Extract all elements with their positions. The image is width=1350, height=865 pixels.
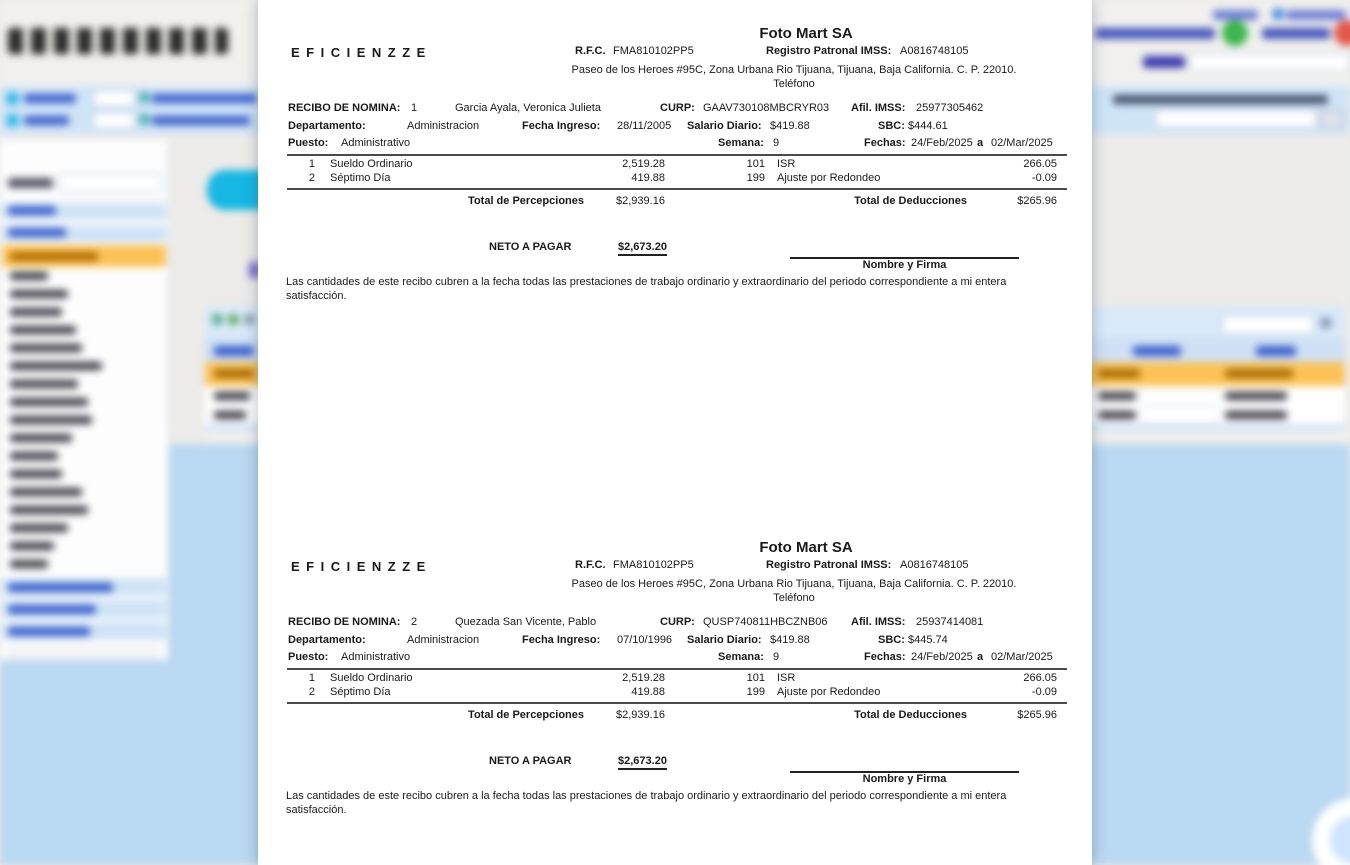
recibo-label: RECIBO DE NOMINA: bbox=[288, 102, 401, 114]
user-link[interactable] bbox=[1095, 28, 1215, 39]
sidebar-item[interactable] bbox=[10, 290, 68, 298]
deduccion-importe: -0.09 bbox=[1031, 686, 1057, 698]
company-address: Paseo de los Heroes #95C, Zona Urbana Rio Tijuana, Tijuana, Baja California. C. P. 22010. bbox=[571, 578, 1017, 590]
deduccion-codigo: 101 bbox=[746, 158, 765, 170]
sbc-label: SBC: bbox=[878, 120, 905, 132]
total-percepciones-value: $2,939.16 bbox=[616, 709, 665, 721]
deduccion-concepto: Ajuste por Redondeo bbox=[777, 172, 881, 184]
table-cell bbox=[214, 411, 246, 419]
sidebar-item[interactable] bbox=[10, 380, 78, 388]
sidebar-item[interactable] bbox=[10, 506, 88, 514]
recibo-label: RECIBO DE NOMINA: bbox=[288, 616, 401, 628]
semana-value: 9 bbox=[773, 137, 780, 149]
total-deducciones-value: $265.96 bbox=[1017, 709, 1057, 721]
sidebar-item[interactable] bbox=[10, 488, 82, 496]
table-cell bbox=[1225, 392, 1287, 400]
search-icon bbox=[1320, 317, 1332, 329]
fecha-ingreso-value: 28/11/2005 bbox=[617, 120, 672, 132]
fechas-label: Fechas: bbox=[864, 651, 906, 663]
sidebar-section-label bbox=[8, 583, 113, 592]
semana-label: Semana: bbox=[718, 651, 764, 663]
percepcion-importe: 419.88 bbox=[631, 686, 665, 698]
filter-link[interactable] bbox=[152, 94, 257, 103]
deduccion-codigo: 101 bbox=[746, 672, 765, 684]
semana-label: Semana: bbox=[718, 137, 764, 149]
afil-imss-value: 25937414081 bbox=[916, 616, 984, 628]
sidebar-item[interactable] bbox=[10, 308, 62, 316]
deduccion-codigo: 199 bbox=[746, 172, 765, 184]
excel-icon[interactable] bbox=[212, 314, 223, 325]
table-cell bbox=[1098, 392, 1136, 400]
deduccion-importe: -0.09 bbox=[1031, 172, 1057, 184]
radio-icon[interactable] bbox=[6, 92, 19, 105]
total-deducciones-label: Total de Deducciones bbox=[854, 709, 967, 721]
panel-go-button[interactable] bbox=[1320, 110, 1344, 128]
nombre-firma-label: Nombre y Firma bbox=[862, 773, 947, 785]
salario-diario-value: $419.88 bbox=[770, 634, 810, 646]
sidebar-item[interactable] bbox=[10, 398, 88, 406]
table-cell bbox=[1225, 411, 1287, 419]
total-percepciones-label: Total de Percepciones bbox=[468, 195, 584, 207]
sidebar-item[interactable] bbox=[10, 416, 92, 424]
sidebar-item[interactable] bbox=[10, 542, 54, 550]
percepcion-concepto: Sueldo Ordinario bbox=[330, 672, 413, 684]
sidebar-item[interactable] bbox=[10, 470, 62, 478]
registro-patronal-value: A0816748105 bbox=[900, 45, 969, 57]
divider bbox=[287, 702, 1067, 704]
registro-patronal-value: A0816748105 bbox=[900, 559, 969, 571]
fecha-fin: 02/Mar/2025 bbox=[991, 651, 1053, 663]
fechas-separator: a bbox=[977, 137, 984, 149]
nomina-receipt bbox=[258, 24, 1092, 354]
registro-patronal-label: Registro Patronal IMSS: bbox=[766, 45, 892, 57]
panel-input[interactable] bbox=[1155, 110, 1317, 128]
mesa-label bbox=[1143, 56, 1185, 68]
curp-label: CURP: bbox=[660, 102, 695, 114]
departamento-value: Administracion bbox=[407, 634, 480, 646]
sidebar-section-label bbox=[8, 605, 96, 614]
sbc-label: SBC: bbox=[878, 634, 905, 646]
empleado-nombre: Garcia Ayala, Veronica Julieta bbox=[455, 102, 601, 114]
rfc-value: FMA810102PP5 bbox=[613, 45, 694, 57]
deduccion-concepto: Ajuste por Redondeo bbox=[777, 686, 881, 698]
top-link[interactable] bbox=[1213, 10, 1258, 20]
afil-imss-label: Afil. IMSS: bbox=[851, 616, 906, 628]
table-cell bbox=[1098, 411, 1136, 419]
sidebar-item-label bbox=[10, 252, 98, 261]
neto-value: $2,673.20 bbox=[618, 755, 667, 770]
fecha-ingreso-value: 07/10/1996 bbox=[617, 634, 673, 646]
neto-label: NETO A PAGAR bbox=[489, 755, 572, 767]
puesto-value: Administrativo bbox=[341, 651, 411, 663]
neto-label: NETO A PAGAR bbox=[489, 241, 572, 253]
table-cell bbox=[1098, 369, 1140, 378]
refresh-icon[interactable] bbox=[228, 314, 239, 325]
table-cell-input[interactable] bbox=[1140, 388, 1218, 405]
rfc-label: R.F.C. bbox=[575, 45, 606, 57]
fechas-separator: a bbox=[977, 651, 984, 663]
disclaimer-text: Las cantidades de este recibo cubren a la fecha todas las prestaciones de trabajo ordinario y extraordinario del periodo correspondiente a mi entera satisfacción. bbox=[286, 790, 1007, 816]
nombre-firma-label: Nombre y Firma bbox=[862, 259, 947, 271]
print-icon[interactable] bbox=[244, 314, 255, 325]
calendar-icon[interactable] bbox=[139, 114, 150, 125]
payroll-report-document[interactable] bbox=[258, 0, 1092, 865]
percepcion-codigo: 2 bbox=[308, 686, 315, 698]
total-deducciones-label: Total de Deducciones bbox=[854, 195, 967, 207]
curp-label: CURP: bbox=[660, 616, 695, 628]
table-column-header[interactable] bbox=[1256, 346, 1296, 356]
disclaimer-text: Las cantidades de este recibo cubren a la fecha todas las prestaciones de trabajo ordinario y extraordinario del periodo correspondiente a mi entera satisfacción. bbox=[286, 276, 1007, 302]
top-link[interactable] bbox=[1286, 10, 1346, 20]
puesto-label: Puesto: bbox=[288, 137, 329, 149]
total-deducciones-value: $265.96 bbox=[1017, 195, 1057, 207]
puesto-value: Administrativo bbox=[341, 137, 411, 149]
recibo-numero: 1 bbox=[411, 102, 418, 114]
table-cell bbox=[214, 392, 250, 400]
divider bbox=[287, 668, 1067, 670]
percepcion-concepto: Séptimo Día bbox=[330, 686, 391, 698]
table-cell bbox=[1225, 369, 1293, 378]
sidebar-item[interactable] bbox=[10, 362, 102, 370]
percepcion-codigo: 2 bbox=[308, 172, 315, 184]
salario-diario-label: Salario Diario: bbox=[687, 634, 762, 646]
departamento-label: Departamento: bbox=[288, 120, 366, 132]
company-address: Paseo de los Heroes #95C, Zona Urbana Rio Tijuana, Tijuana, Baja California. C. P. 22010. bbox=[571, 64, 1017, 76]
percepcion-concepto: Sueldo Ordinario bbox=[330, 158, 413, 170]
status-green-icon bbox=[1222, 20, 1248, 46]
salario-diario-value: $419.88 bbox=[770, 120, 810, 132]
sbc-value: $444.61 bbox=[908, 120, 948, 132]
sbc-value: $445.74 bbox=[908, 634, 948, 646]
puesto-label: Puesto: bbox=[288, 651, 329, 663]
percepcion-importe: 419.88 bbox=[631, 172, 665, 184]
fecha-inicio: 24/Feb/2025 bbox=[911, 651, 973, 663]
app-logo-blurred bbox=[8, 28, 228, 54]
sidebar-search-label bbox=[8, 178, 53, 188]
table-column-header[interactable] bbox=[214, 346, 254, 356]
mesa-input[interactable] bbox=[1190, 53, 1350, 72]
curp-value: GAAV730108MBCRYR03 bbox=[703, 102, 830, 114]
sidebar-item[interactable] bbox=[10, 326, 76, 334]
total-percepciones-label: Total de Percepciones bbox=[468, 709, 584, 721]
telefono-label: Teléfono bbox=[773, 592, 815, 604]
company-name: Foto Mart SA bbox=[759, 539, 853, 556]
calendar-icon[interactable] bbox=[139, 92, 150, 103]
rfc-value: FMA810102PP5 bbox=[613, 559, 694, 571]
sidebar-item[interactable] bbox=[10, 344, 82, 352]
telefono-label: Teléfono bbox=[773, 78, 815, 90]
fecha-ingreso-label: Fecha Ingreso: bbox=[522, 120, 601, 132]
neto-value: $2,673.20 bbox=[618, 241, 667, 256]
panel-caption bbox=[1113, 95, 1328, 104]
percepcion-codigo: 1 bbox=[308, 672, 315, 684]
radio-icon[interactable] bbox=[6, 114, 19, 127]
sidebar-section-label bbox=[8, 627, 90, 636]
divider bbox=[287, 154, 1067, 156]
deduccion-codigo: 199 bbox=[746, 686, 765, 698]
filter-input[interactable] bbox=[93, 90, 135, 107]
deduccion-importe: 266.05 bbox=[1023, 158, 1057, 170]
filter-label bbox=[24, 94, 76, 103]
salario-diario-label: Salario Diario: bbox=[687, 120, 762, 132]
fechas-label: Fechas: bbox=[864, 137, 906, 149]
sidebar-item[interactable] bbox=[10, 272, 48, 280]
filter-label bbox=[24, 116, 69, 125]
account-link[interactable] bbox=[1262, 28, 1330, 39]
eficienzze-logo: EFICIENZZE bbox=[291, 559, 432, 574]
sidebar-footer-bar bbox=[4, 645, 162, 660]
table-search-input[interactable] bbox=[1222, 315, 1314, 334]
filter-link[interactable] bbox=[152, 116, 250, 125]
deduccion-importe: 266.05 bbox=[1023, 672, 1057, 684]
sidebar-item[interactable] bbox=[10, 434, 72, 442]
percepcion-importe: 2,519.28 bbox=[622, 158, 665, 170]
deduccion-concepto: ISR bbox=[777, 672, 796, 684]
sidebar-item[interactable] bbox=[10, 452, 58, 460]
filter-input[interactable] bbox=[93, 112, 135, 129]
rfc-label: R.F.C. bbox=[575, 559, 606, 571]
divider bbox=[287, 188, 1067, 190]
sidebar-item[interactable] bbox=[10, 524, 68, 532]
afil-imss-value: 25977305462 bbox=[916, 102, 984, 114]
table-cell bbox=[214, 369, 254, 378]
fecha-inicio: 24/Feb/2025 bbox=[911, 137, 973, 149]
fecha-ingreso-label: Fecha Ingreso: bbox=[522, 634, 601, 646]
empleado-nombre: Quezada San Vicente, Pablo bbox=[455, 616, 597, 628]
nomina-receipt bbox=[258, 538, 1092, 865]
company-name: Foto Mart SA bbox=[759, 25, 853, 42]
total-percepciones-value: $2,939.16 bbox=[616, 195, 665, 207]
curp-value: QUSP740811HBCZNB06 bbox=[703, 616, 828, 628]
eficienzze-logo: EFICIENZZE bbox=[291, 45, 432, 60]
percepcion-codigo: 1 bbox=[308, 158, 315, 170]
sidebar-item[interactable] bbox=[10, 560, 48, 568]
percepcion-concepto: Séptimo Día bbox=[330, 172, 391, 184]
afil-imss-label: Afil. IMSS: bbox=[851, 102, 906, 114]
recibo-numero: 2 bbox=[411, 616, 418, 628]
registro-patronal-label: Registro Patronal IMSS: bbox=[766, 559, 892, 571]
sidebar-search-input[interactable] bbox=[58, 173, 162, 192]
sidebar-section-label bbox=[8, 228, 66, 237]
semana-value: 9 bbox=[773, 651, 780, 663]
info-icon bbox=[1272, 8, 1284, 20]
table-cell-input[interactable] bbox=[1140, 407, 1218, 424]
fecha-fin: 02/Mar/2025 bbox=[991, 137, 1053, 149]
departamento-value: Administracion bbox=[407, 120, 480, 132]
percepcion-importe: 2,519.28 bbox=[622, 672, 665, 684]
departamento-label: Departamento: bbox=[288, 634, 366, 646]
table-column-header[interactable] bbox=[1133, 346, 1181, 356]
deduccion-concepto: ISR bbox=[777, 158, 796, 170]
sidebar-section-label bbox=[8, 206, 56, 215]
